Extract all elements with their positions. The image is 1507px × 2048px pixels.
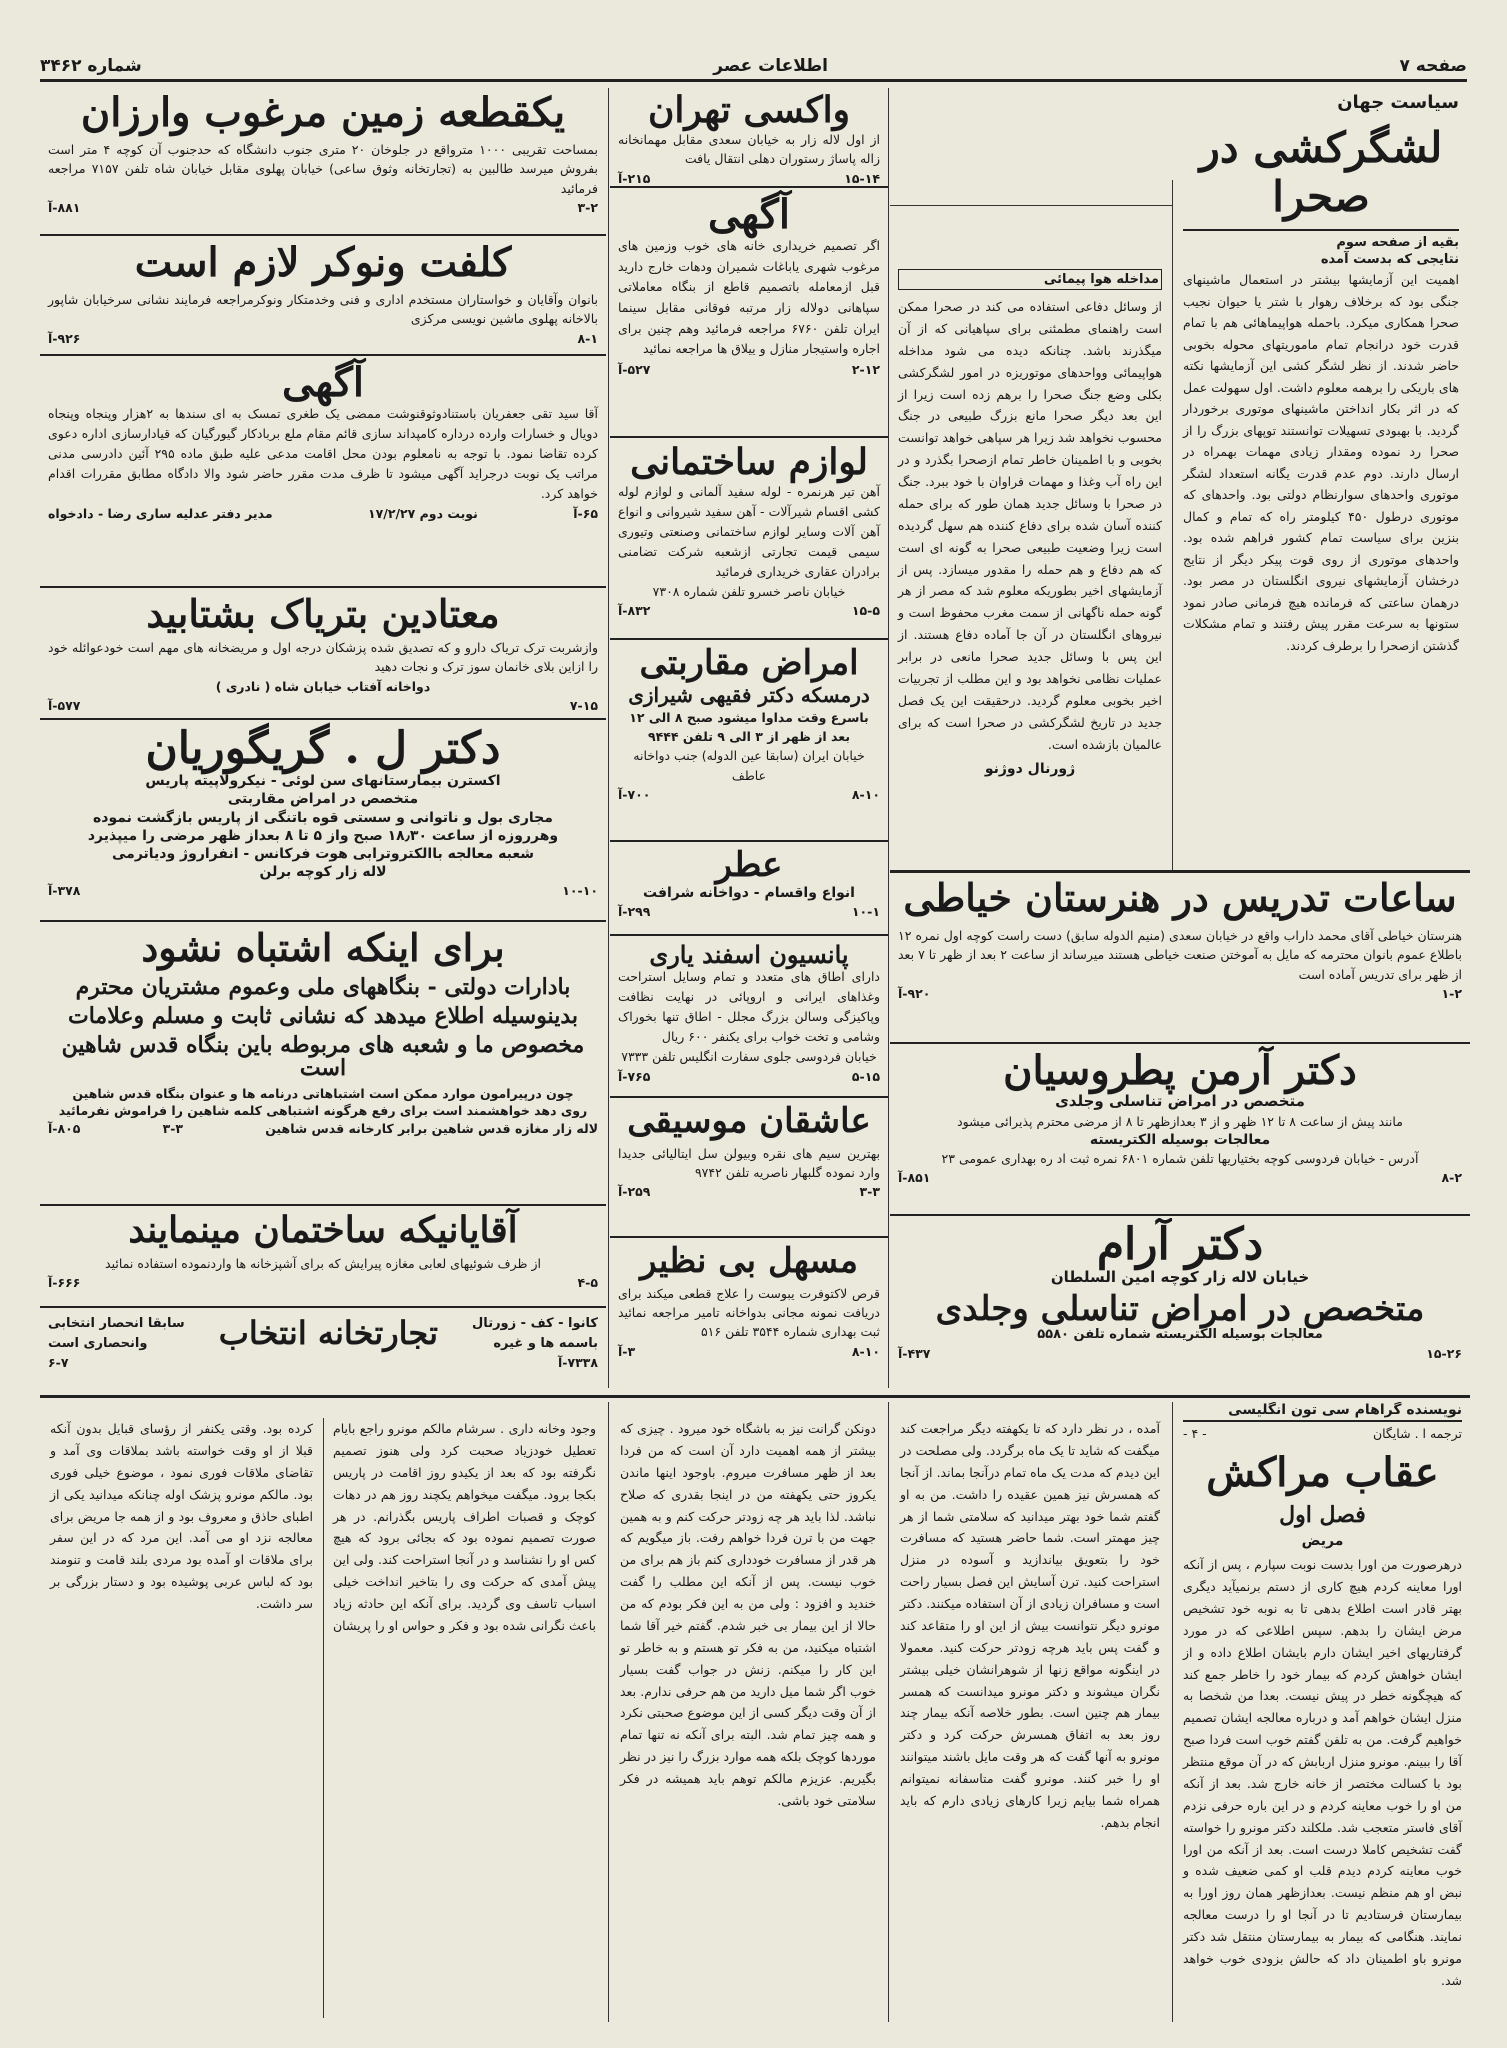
news-kicker: سیاست جهان	[1337, 92, 1459, 113]
serial-col3: دونکن گرانت نیز به باشگاه خود میرود . چیزی که بیشتر از همه اهمیت دارد آن است که من فردا بعد از ظهر مسافرت میروم. باوجود اینها ماندن یکروز حتی یکهفته من در اینجا بقدری که صلاح نباشد. لذا باید هر چه زودتر حرکت کنم و به همین جهت من با ترن فردا خواهم رفت. باز میگویم که هر قدر از مسافرت خودداری کنم باز هم برای من خوب نیست. پس از آنکه این مطلب را گفت خندید و افزود : ولی من به این فکر بودم که من حالا از این بیمار بی خبر شدم. گفتم خیر آقا شما اشتباه میکنید، من به فکر تو هستم و به خاطر تو این کار را میکنم. زنش در جواب گفت بسیار خوب اگر شما میل دارید من هم حرفی ندارم. بعد از آن وقت دیگر کسی از این موضوع صحبتی نکرد و همه چیز تمام شد. البته برای آنکه نه تنها تمام موردها کوچک بلکه همه موارد بزرگ را نیز در نظر بگیریم. عزیزم مالکم توهم باید همیشه در فکر سلامتی خود باشی.	[620, 1421, 876, 1808]
ad-land	[40, 88, 606, 236]
ref-code: ۷-۱۵	[569, 698, 598, 714]
ad-store-sub3: وانحصاری است	[48, 1335, 148, 1351]
ad-bank-address: لاله زار مغازه قدس شاهین برابر کارخانه قدس شاهین	[265, 1120, 598, 1136]
ref-date: نوبت دوم ۱۷/۲/۲۷	[368, 506, 478, 521]
serial-author: نویسنده گراهام سی تون انگلیسی	[1183, 1402, 1462, 1422]
ad-land-body: بمساحت تقریبی ۱۰۰۰ مترواقع در جلوخان ۲۰ متری جنوب دانشگاه که حدجنوب آن کوچه ۴ متر است بفروش میرسد طالبین به (تجارتخانه وثوق ساعی) خیابان پهلوی مقابل خیابان شاه تلفن ۷۱۵۷ مراجعه فرمائید	[48, 142, 598, 196]
ref-code: ۶-۷	[48, 1355, 69, 1370]
ad-gregorian-line5: شعبه معالجه باالکتروترابی هوت فرکانس - انفراروژ ودیاترمی	[111, 845, 535, 862]
masthead	[40, 52, 1467, 82]
ad-gregorian-line3: مجاری بول و ناتوانی و سستی قوه باتنگی از پاریس بازگشت نموده	[93, 809, 553, 826]
ad-aram	[890, 1218, 1470, 1388]
ad-laxative-ref	[618, 1344, 880, 1359]
serial-episode: - ۴ -	[1183, 1426, 1207, 1441]
ref-code: ۳-۲	[577, 200, 598, 216]
ad-maid-body: بانوان وآقایان و خواستاران مستخدم اداری و فنی وخدمتکار ونوکرمراجعه فرمایند نشانی سرخیابان شاپور بالاخانه پهلوی ماشین نویسی مرکزی	[48, 292, 598, 327]
ad-notice-realestate	[610, 190, 888, 438]
ad-perfume-body: انواع واقسام - دواخانه شرافت	[643, 884, 855, 901]
ad-pension-title: پانسیون اسفند یاری	[649, 940, 849, 969]
ad-tailoring	[890, 874, 1470, 1044]
ad-maid-title: کلفت ونوکر لازم است	[134, 239, 512, 286]
ad-building-ref	[618, 603, 880, 618]
ad-taxi-title: واکسی تهران	[647, 89, 851, 131]
ad-tailoring-ref	[898, 986, 1462, 1001]
ad-petrosian-title: دکتر آرمن پطروسیان	[1003, 1047, 1357, 1094]
ad-aram-title: دکتر آرام	[1096, 1219, 1264, 1270]
ad-bank-line5: روی دهد خواهشمند است برای رفع هرگونه اشتباهی کلمه شاهین را فراموش نفرمائید	[58, 1102, 588, 1118]
ad-music-title: عاشقان موسیقی	[627, 1101, 871, 1141]
ad-aram-ref	[898, 1346, 1462, 1361]
ad-gregorian	[40, 722, 606, 922]
serial-title: عقاب مراکش	[1206, 1449, 1439, 1496]
ref-code: ۸۸۱-آ	[48, 200, 81, 216]
ad-maid-ref	[48, 331, 598, 346]
ref-code: ۱۰-۱	[851, 903, 880, 919]
ref-code: ۱۵-۱۴	[844, 170, 880, 186]
ad-builders-body: از ظرف شوئیهای لعابی مغازه پیرایش که برای آشپزخانه ها واردنموده استفاده نمائید	[105, 1255, 541, 1271]
ad-gregorian-line2: متخصص در امراض مقاربتی	[227, 791, 419, 808]
ad-bank-line4: چون درپیرامون موارد ممکن است اشتباهاتی درنامه ها و عنوان بنگاه قدس شاهین	[72, 1086, 574, 1102]
ref-code: ۸-۱۰	[851, 1343, 880, 1359]
serial-translator: ترجمه ا . شایگان	[1372, 1426, 1462, 1441]
ad-builders-title: آقایانیکه ساختمان مینمایند	[128, 1209, 518, 1251]
ad-perfume-ref	[618, 904, 880, 919]
ad-faghihi-address: خیابان ایران (سابقا عین الدوله) جنب دواخانه عاطف	[633, 748, 865, 783]
ad-gregorian-line4: وهرروزه از ساعت ۱۸٫۳۰ صبح واز ۵ تا ۸ بعداز ظهر مرضی را میپذیرد	[87, 827, 559, 844]
ad-bank-ref	[48, 1121, 598, 1136]
serial-section: مریض	[1301, 1533, 1344, 1549]
ad-bank-line3: مخصوص ما و شعبه های مربوطه باین بنگاه قدس شاهین است	[61, 1032, 585, 1082]
ad-building-body: آهن تیر هرنمره - لوله سفید آلمانی و لوازم لوله کشی اقسام شیرآلات - آهن سفید شیروانی و انواع آهن آلات وسایر لوازم ساختمانی وصنعتی وتیوری سیمی قیمت تجارتی ازشعبه شرکت تضامنی برادران عقاری خریداری فرمائید	[618, 483, 880, 579]
ref-code: ۷۶۵-آ	[618, 1068, 651, 1084]
ref-code: ۵-۱۵	[851, 1068, 880, 1084]
ad-opium-address: دواخانه آفتاب خیابان شاه ( نادری )	[215, 678, 431, 694]
ad-bank	[40, 924, 606, 1206]
news-story-head	[890, 88, 1172, 206]
ad-petrosian-sub: متخصص در امراض تناسلی وجلدی	[1055, 1092, 1305, 1110]
ad-building-address: خیابان ناصر خسرو تلفن شماره ۷۳۰۸	[652, 583, 846, 599]
page-number: صفحه ۷	[1399, 55, 1467, 76]
ad-notice1-body: آقا سید تقی جعفریان باستنادوثوقنوشت ممضی یک طغری تمسک به ای سندها به ۲هزار وپنجاه وپنجاه دویال و خسارات وارده درداره کامپداند سازی قائم مقام ملع بربادکار گیورگیان که قیادارسازی اداره دعوی کرده تقاضا نمود. با توجه به نامعلوم بودن محل اقامت مدعی علیه طبق ماده ۲۹۵ آئین دادرسی مدنی مراتب یک نوبت درجراید آگهی میشود تا ظرف مدت مقرر حاضر شود والا دادگاه مطابق مقررات اقدام خواهد کرد.	[48, 406, 598, 501]
ad-petrosian-body: مانند پیش از ساعت ۸ تا ۱۲ ظهر و از ۳ بعدازظهر تا ۸ از مرضی محترم پذیرائی میشود	[957, 1113, 1403, 1129]
ad-taxi-ref	[618, 171, 880, 186]
ad-opium	[40, 590, 606, 720]
ad-aram-sub: خیابان لاله زار کوچه امین السلطان	[1050, 1268, 1310, 1287]
ad-store	[40, 1310, 606, 1390]
ref-code: ۵۷۷-آ	[48, 698, 81, 714]
serial-col1: درهرصورت من اورا بدست نوبت سپارم ، پس از آنکه اورا معاینه کردم هیچ کاری از دستم برنمیآید دیگری بهتر قادر است اطلاع بدهی تا به نوبه خود تشخیص مرض ایشان را بدهم. سپس اطلاعی که در مورد گرفتاریهای اخیر ایشان دارم بایشان اطلاع داده و از ایشان خواهش کردم که بیمار خود را خاطر جمع کند که هیچگونه خطر در پیش نیست. بعدا من شخصا به منزل ایشان خواهم آمد و درباره معالجه ایشان تصمیم خواهیم گرفت. من به تلفن گفتم خوب است فردا صبح آقا را ببینم. مونرو منزل اربابش که در آن موقع منتظر بود با کسالت مختصر از خانه خارج شد. بعد از آنکه من او را خوب معاینه کردم و در این باره حرفی نزدم آقای فاستر متعجب شد. ملکلند دکتر مونرو را خواسته گفت تشخیص کاملا درست است. بعد از آنکه من اورا خوب معاینه کردم دیدم قلب او کمی ضعیف شده و نبض او هم منظم نیست. بعدازظهر همان روز اورا به بیمارستان فرستادیم تا در آنجا او را درست معالجه نمایند. هنگامی که بیمار به بیمارستان منتقل شد دکتر مونرو باو اطمینان داد که حالش بزودی خوب خواهد شد.	[1183, 1557, 1462, 1988]
ad-pension	[610, 938, 888, 1098]
news-body-1: اهمیت این آزمایشها بیشتر در استعمال ماشینهای جنگی بود که برخلاف رهوار با شتر یا حیوان نجیب صحرا همکاری میکرد. باحمله هواپیماهائی هم با تمام قدرت خود درانجام تمام ماموریتهای محوله بخوبی حاضر شدند. از نظر لشگر کشی این آزمایشها نکته های باریکی را برهمه معلوم داشت. اول سهولت عمل که در اثر بکار انداختن ماشینهای موتوری برخوردار گردید. با بهبودی تسهیلات توانستند توپهای بزرگ را از صحرا رد نموده ومقدار زیادی مهمات بهمراه در ارسال دارند. دوم عدم قدرت یگانه استعداد لشگر موتوری واحدهای سوارنظام دولتی بود. واحدهای که موتوری درطول ۴۵۰ کیلومتر راه که تمام و کمال بنزین برای سیاست تمام کشور فراهم شده بود. واحدهای موتوری از روی قوت پیکر دیگر از نتایج درخشان آزمایشهای نیروی انگلستان در مصر بود. درهمان ساعتی که فرمانده هیچ فرمانی صادر نمود ستونها به سرعت مقرر پیش رفتند و تمام مشکلات گذشتن ازصحرا را برطرف کردند.	[1183, 272, 1460, 653]
ad-land-title: یکقطعه زمین مرغوب وارزان	[80, 89, 566, 136]
ad-laxative-body: قرص لاکتوفرت یبوست را علاج قطعی میکند برای دریافت نمونه مجانی بدواخانه تامیر مراجعه نمائید ثبت بهداری شماره ۳۵۴۴ تلفن ۵۱۶	[618, 1285, 880, 1340]
news-section-2: مداخله هوا پیمائی	[898, 269, 1162, 290]
ad-faghihi-sub: درمسکه دکتر فقیهی شیرازی	[628, 682, 870, 707]
ad-faghihi-ref	[618, 787, 880, 802]
ref-code: ۳-۳	[162, 1120, 184, 1136]
ref-code: ۱۵-۲۶	[1426, 1346, 1462, 1362]
ad-petrosian-ref	[898, 1170, 1462, 1185]
ad-aram-line: متخصص در امراض تناسلی وجلدی	[935, 1288, 1425, 1329]
ad-store-sub1: باسمه ها و غیره	[493, 1335, 598, 1351]
ad-maid	[40, 238, 606, 356]
ref-code: ۸۳۲-آ	[618, 603, 651, 619]
page-divider	[40, 1395, 1470, 1398]
ad-building-title: لوازم ساختمانی	[630, 441, 868, 483]
ref-code: ۲۹۹-آ	[618, 903, 651, 919]
ad-petrosian	[890, 1046, 1470, 1216]
ad-petrosian-address: آدرس - خیابان فردوسی کوچه بختیاریها تلفن شماره ۶۸۰۱ نمره ثبت اد ره بهداری عمومی ۲۳	[941, 1151, 1419, 1167]
ref-code: ۷۳۳۸-آ	[557, 1355, 598, 1370]
ad-court-notice	[40, 358, 606, 588]
ad-gregorian-address: لاله زار کوچه برلن	[259, 864, 387, 881]
ad-builders-ref	[48, 1275, 598, 1290]
news-story-continued	[890, 205, 1170, 865]
ad-notice2-ref	[618, 362, 880, 377]
notice-signature: مدیر دفتر عدلیه ساری رضا - دادخواه	[48, 506, 273, 521]
ad-gregorian-title: دکتر ل . گریگوریان	[145, 723, 501, 774]
ad-opium-title: معتادین بتریاک بشتابید	[146, 591, 500, 636]
ref-code: ۶۵-آ	[573, 506, 598, 521]
ref-code: ۶۶۶-آ	[48, 1275, 81, 1291]
ad-music	[610, 1100, 888, 1238]
ad-pension-ref	[618, 1069, 880, 1084]
ref-code: ۹۲۰-آ	[898, 986, 931, 1002]
ref-code: ۸-۲	[1441, 1170, 1462, 1186]
ad-music-body: بهترین سیم های نقره وبیولن سل ایتالیائی جدیدا وارد نموده گلبهار ناصریه تلفن ۹۷۴۲	[618, 1145, 880, 1181]
ad-store-ref	[48, 1355, 598, 1370]
serial-story	[1175, 1402, 1470, 2022]
ad-faghihi-body: باسرع وقت مداوا میشود صبح ۸ الی ۱۲ بعد از ظهر از ۳ الی ۹ تلفن ۹۴۴۴	[629, 709, 869, 745]
news-continued: بقیه از صفحه سوم	[1183, 229, 1459, 250]
ref-code: ۳-آ	[618, 1343, 636, 1359]
news-story	[1175, 88, 1467, 863]
ad-venereal	[610, 642, 888, 842]
ad-music-ref	[618, 1184, 880, 1199]
ad-aram-foot: معالجات بوسیله الکتریسته شماره تلفن ۵۵۸۰	[1037, 1327, 1323, 1343]
serial-col2: آمده ، در نظر دارد که تا یکهفته دیگر مراجعت کند میگفت که شاید تا یک ماه برگردد. ولی مصلحت در این دیدم که مدت یک ماه تمام درآنجا بماند. از آنجا که همسرش نیز همین عقیده را داشت. من به او گفتم شما خود بهتر میدانید که سلامتی شما از هر چیز مهمتر است. شما حاضر هستید که مسافرت خود را بتعویق بیاندازید و آسوده در منزل استراحت کنید. ترن آسایش این فصل بسیار راحت است و مسافران زیادی از آن استفاده میکنند. دکتر مونرو دیگر نتوانست بیش از این او را متقاعد کند و گفت پس باید هرچه زودتر حرکت کنید. معمولا در اینگونه مواقع زنها از شوهرانشان خیلی بیشتر نگران میشوند و دکتر مونرو میدانست که همسر بیمار هم چنین است. بطور خلاصه آنکه بیمار چند روز بعد به اتفاق همسرش حرکت کرد و دکتر مونرو به آنها گفت که هر وقت مایل باشند میتوانند او را خبر کنند. مونرو گفت متاسفانه نمیتوانم همراه شما بیایم زیرا کارهای زیادی دارم که باید انجام بدهم.	[900, 1421, 1160, 1830]
ad-taxi	[610, 88, 888, 188]
ref-code: ۱-۲	[1441, 986, 1462, 1002]
ref-code: ۷۰۰-آ	[618, 787, 651, 803]
ad-perfume-title: عطر	[715, 845, 783, 885]
ref-code: ۸۵۱-آ	[898, 1170, 931, 1186]
issue-number: شماره ۳۴۶۲	[40, 55, 142, 76]
ad-bank-line2: بدینوسیله اطلاع میدهد که نشانی ثابت و مسلم وعلامات	[68, 1002, 578, 1029]
ad-bank-title: برای اینکه اشتباه نشود	[141, 925, 505, 970]
serial-col4: وجود وخانه داری . سرشام مالکم مونرو راجع بایام تعطیل خودزیاد صحبت کرد ولی هنوز تصمیم نگرفته بود که بعد از یکیدو روز اقامت در پاریس بکجا برود. میگفت میخواهم یکچند روز هم در دهات کوچک و قصبات اطراف پاریس بگذرانم. در هر صورت تصمیم نموده بود که بجائی برود که هیچ کس او را نشناسد و در آنجا استراحت کند. ولی این پیش آمدی که حرکت وی را بتاخیر انداخت خیلی اسباب تاسف وی گردید. برای آنکه این حادثه زیاد باعث نگرانی شده بود و فکر و حواس او را پریشان کرده بود. وقتی یکنفر از رؤسای قبایل بدون آنکه قبلا از او وقت خواسته باشد بملاقات وی آمد و تقاضای ملاقات فوری نمود ، موضوع خیلی فوری بود. مالکم مونرو پزشک اوله چنانکه میدانید یکی از اطبای حاذق و معروف بود و از همه جا مریض برای معالجه نزد او می آمد. این مرد که در این سفر برای ملاقات او آمده بود مردی بلند قامت و تنومند بود که لباس عربی پوشیده بود و دستار بزرگی بر سر داشت.	[50, 1421, 596, 1633]
news-byline: ژورنال دوژنو	[984, 761, 1076, 778]
news-title: لشگرکشی در صحرا	[1199, 123, 1443, 221]
ref-code: ۵۲۷-آ	[618, 361, 651, 377]
ad-notice1-title: آگهی	[282, 359, 364, 406]
ad-gregorian-ref	[48, 883, 598, 898]
ref-code: ۴-۵	[577, 1275, 598, 1291]
ad-perfume	[610, 844, 888, 936]
ad-gregorian-line1: اکسترن بیمارستانهای سن لوئی - نیکرولاپیته پاریس	[145, 773, 501, 790]
ref-code: ۳-۳	[859, 1184, 880, 1200]
ad-laxative-title: مسهل بی نظیر	[640, 1241, 858, 1281]
serial-chapter: فصل اول	[1279, 1502, 1366, 1528]
ad-building-supplies	[610, 440, 888, 640]
ad-land-ref	[48, 200, 598, 215]
ref-code: ۲۱۵-آ	[618, 170, 651, 186]
ad-petrosian-sub2: معالجات بوسیله الکتریسته	[1089, 1131, 1271, 1148]
ad-notice1-ref	[48, 506, 598, 521]
ad-tailoring-body: هنرستان خیاطی آقای محمد داراب واقع در خیابان سعدی (منیم الدوله سابق) دست راست کوچه اول نمره ۱۲ باطلاع عموم بانوان محترمه که مایل به آموختن صنعت خیاطی هستند میرساند از ساعت ۲ بعد از ظهر تا ۷ بعد از ظهر برای تدریس آماده است	[898, 927, 1463, 982]
ad-faghihi-title: امراض مقاربتی	[639, 643, 859, 683]
ref-code: ۳۷۸-آ	[48, 883, 81, 899]
ad-taxi-body: از اول لاله زار به خیابان سعدی مقابل مهمانخانه زاله پاساژ رستوران دهلی انتقال یافت	[618, 131, 880, 167]
ref-code: ۸-۱۰	[851, 787, 880, 803]
ad-tailoring-title: ساعات تدریس در هنرستان خیاطی	[903, 875, 1457, 920]
ad-notice2-title: آگهی	[708, 191, 790, 238]
ref-code: ۲۵۹-آ	[618, 1184, 651, 1200]
news-section-1: نتایجی که بدست آمده	[1320, 252, 1459, 267]
ref-code: ۸-۱	[577, 330, 598, 346]
ref-code: ۹۲۶-آ	[48, 330, 81, 346]
ad-bank-line1: بادارات دولتی - بنگاههای ملی وعموم مشتریان محترم	[75, 973, 571, 1000]
ad-opium-ref	[48, 698, 598, 713]
ref-code: ۱۰-۱۰	[562, 883, 598, 899]
ad-opium-body: وازشربت ترک تریاک دارو و که تصدیق شده پزشکان درجه اول و مریضخانه های مهم است خودعوائله خود را ازاین بلای خانمان سوز ترک و نجات دهید	[48, 639, 598, 675]
ad-laxative	[610, 1240, 888, 1388]
ref-code: ۱۵-۵	[851, 603, 880, 619]
ad-notice2-body: اگر تصمیم خریداری خانه های خوب وزمین های مرغوب شهری یاباغات شمیران ودهات خارج دارید قبل ازمعامله باتصمیم قاطع از بنگاه معاملاتی سپاهانی دولاله زار مرتبه فوقانی مقابل سینما ایران تلفن ۶۷۶۰ مراجعه فرمائید وهم چنین برای اجاره واستیجار منازل و ییلاق ها مراجعه نمائید	[618, 238, 880, 357]
paper-name: اطلاعات عصر	[713, 55, 828, 76]
ref-code: ۴۳۷-آ	[898, 1346, 931, 1362]
ad-builders	[40, 1208, 606, 1308]
ref-code: ۸۰۵-آ	[48, 1120, 81, 1136]
news-body-2: از وسائل دفاعی استفاده می کند در صحرا ممکن است راهنمای مطمئنی برای سپاهیانی که از آن میگذرند باشد. چنانکه دیده می شود مداخله هواپیمائی وواحدهای موتوریزه در امور لشگرکشی بکلی وضع جنگ صحرا را برهم زده است زیرا از این بعد دیگر صحرا مانع بزرگ طبیعی در جنگ محسوب نخواهد شد زیرا هر سپاهی خواهد توانست بخوبی و با اطمینان خاطر تمام ازصحرا بگذرد و در این راه آب وغذا و مهمات فراوان با خود ببرد. جنگ در صحرا با وسائل جدید همان طور که برای حمله کننده آسان شده برای دفاع کننده هم سهل گردیده است زیرا وضعیت طبیعی صحرا به گونه ای است که هم دفاع و هم حمله را مقدور میسازد. پس از آزمایشهای اخیر بطوریکه معلوم شد که مصر از هر گونه حمله ناگهانی از سمت مغرب محفوظ است و نیروهای انگلستان در آن جا آماده دفاع هستند. از این پس با وسائل جدید صحرا مانعی در برابر عملیات نظامی نخواهد بود و این مطلب از تجربیات اخیر بخوبی معلوم گردید. درحقیقت این یک فصل جدید در تاریخ لشگرکشی در صحرا است که برای عالمیان بازشده است.	[898, 299, 1162, 752]
ad-pension-body: دارای اطاق های متعدد و تمام وسایل استراحت وغذاهای ایرانی و اروپائی در نهایت نظافت وپاکیزگی وسالن بزرگ مجلل - اطاق تنها بخوراک وشامی و تخت خواب برای یکنفر ۶۰۰ ریال	[618, 969, 880, 1045]
ad-store-brand: کانوا - کف - زورتال	[472, 1316, 598, 1331]
ad-pension-address: خیابان فردوسی جلوی سفارت انگلیس تلفن ۷۳۳۳	[621, 1049, 877, 1065]
ad-store-title: تجارتخانه انتخاب	[218, 1313, 438, 1352]
ref-code: ۲-۱۲	[851, 361, 880, 377]
ad-store-sub2: سابقا انحصار انتخابی	[48, 1316, 185, 1331]
